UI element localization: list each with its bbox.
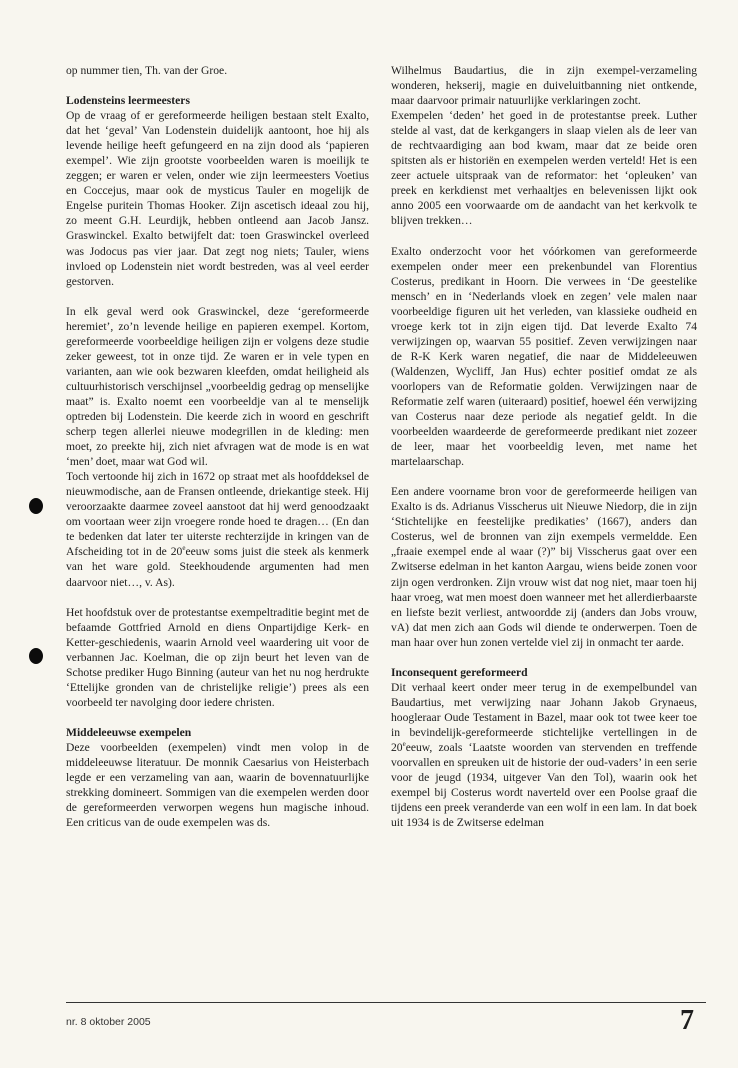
left-paragraph-4: Het hoofdstuk over de protestantse exempeltraditie begint met de befaamde Gottfried Arnold en diens Onpartijdige Kerk- en Ketter-geschiedenis, waarin Arnold veel waardering uit voor de verbannen Jac. Koelman, die op zijn beurt het leven van de Schotse prediker Hugo Binning (auteur van het nu nog herdrukte ‘Ettelijke gronden van de christelijke religie’) prees als een voorbeeld ter navolging door iedere christen. [66,605,369,709]
left-paragraph-0: op nummer tien, Th. van der Groe. [66,64,228,77]
footer-issue: nr. 8 oktober 2005 [66,1016,151,1028]
right-paragraph-4 [391,680,697,830]
heading-lodensteins-leermeesters: Lodensteins leermeesters [66,94,190,108]
heading-middeleeuwse-exempelen: Middeleeuwse exempelen [66,725,192,739]
page-number: 7 [680,1005,694,1036]
superscript-e: e [402,740,406,749]
right-column [391,63,697,830]
left-paragraph-5: Deze voorbeelden (exempelen) vindt men volop in de middeleeuwse literatuur. De monnik Caesarius von Heisterbach legde er een verzameling van aan, waarin de bovennatuurlijke strekking domineert. Sommigen van die exempelen werden door de gereformeerden verworpen wegens hun magische inhoud. Een criticus van de oude exempelen was ds. [66,740,369,830]
superscript-e: e [182,544,186,553]
left-paragraph-3 [66,469,369,589]
right-paragraph-3: Een andere voorname bron voor de gereformeerde heiligen van Exalto is ds. Adrianus Visscherus uit Nieuwe Niedorp, die in zijn ‘Stichtelijke en feestelijke predikaties’ (1667), anders dan Costerus, wel de bronnen van zijn exempels vermeldde. Een „fraaie exempel ende al waar (?)” bij Visscherus gaat over een Zwitserse edelman in het kanton Aargau, wiens beide zonen voor zijn ogen verdronken. Zijn vrouw wist dat nog niet, maar toen hij haar vroeg, wat men moest doen wanneer met het allerdierbaarste en liefste bezit verliest, antwoordde zij (anders dan Jobs vrouw, vA) dat men zich aan Gods wil diende te onderwerpen. Toen de man haar over hun zonen vertelde viel zij in onmacht ter aarde. [391,485,697,649]
left-paragraph-1: Op de vraag of er gereformeerde heiligen bestaan stelt Exalto, dat het ‘geval’ Van Lodenstein duidelijk aantoont, hoe hij als levende heilige heeft gefungeerd en na zijn dood als ‘papieren exempel’. Wie zijn grootste voorbeelden waren is moeilijk te zeggen; er waren er velen, onder wie zijn leermeesters Voetius en Coccejus, maar ook de mysticus Tauler en mogelijk de Engelse puritein Thomas Hooker. Zijn ascetisch ideaal zou hij, zo meent G.H. Leurdijk, hebben ontleend aan Jacob Jansz. Graswinckel. Exalto betwijfelt dat: toen Graswinckel overleed was Jodocus pas vier jaar. Dat zegt nog niets; Tauler, wiens invloed op Lodenstein niet wordt bestreden, was al veel eerder gestorven. [66,109,369,288]
footer-rule [66,1002,706,1003]
right-paragraph-0: Wilhelmus Baudartius, die in zijn exempel-verzameling wonderen, hekserij, magie en duiveluitbanning niet ontkende, maar daarvoor primair natuurlijke verklaringen zocht. [391,64,697,108]
left-column [66,63,369,830]
right-paragraph-2: Exalto onderzocht voor het vóórkomen van gereformeerde exempelen onder meer een prekenbundel van Florentius Costerus, predikant in Hoorn. Die verwees in ‘De geestelike mensch’ en in ‘Nederlands vloek en zegen’ vele malen naar voorbeeldige figuren uit het verleden, van klassieke oudheid en vroege kerk tot in zijn eigen tijd. Dat leverde Exalto 74 verwijzingen op, waarvan 55 positief. Zeven verwijzingen naar de R-K Kerk waren negatief, die naar de Middeleeuwen (Waldenzen, Wycliff, Jan Hus) echter positief omdat ze als voorlopers van de Reformatie golden. Verwijzingen naar de Reformatie zelf waren (uiteraard) positief, hoewel één verwijzing van Costerus naar deze periode als negatief geldt. In die voorbeelden waardeerde de gereformeerde predikant niet zozeer de leer, maar het voorbeeldig leven, met name het martelaarschap. [391,244,697,469]
right-paragraph-4a: Dit verhaal keert onder meer terug in de exempelbundel van Baudartius, met verwijzing naar Johann Jakob Grynaeus, hoogleraar Oude Testament in Bazel, maar ook tot twee keer toe in bevindelijk-gereformeerde stichtelijke vertellingen in de 20 [391,680,697,754]
binding-hole-top [29,498,43,514]
left-paragraph-3a: Toch vertoonde hij zich in 1672 op straat met als hoofddeksel de nieuwmodische, aan de Fransen ontleende, driekantige steek. Hij veroorzaakte daarmee zoveel aanstoot dat hij werd genoodzaakt om voortaan weer zijn vroegere ronde hoed te dragen… (En dan te bedenken dat later ter uiterste rechterzijde in kringen van de Afscheiding tot in de 20 [66,470,369,559]
right-paragraph-4b: eeuw, zoals ‘Laatste woorden van stervenden en treffende voorvallen en spreuken uit de historie der oud-vaders’ in een serie voor de jeugd (1934, uitgever Van den Tol), waarin ook het exempel bij Costerus wordt naverteld over een Poolse graaf die tijdens een preek veranderde van een wolf in een lam. In dat boek uit 1934 is de Zwitserse edelman [391,740,697,830]
right-paragraph-1: Exempelen ‘deden’ het goed in de protestantse preek. Luther stelde al vast, dat de kerkgangers in slaap vielen als de leer van de rechtvaardiging aan bod kwam, maar dat ze beide oren spitsten als er historiën en exempelen werden verteld! Het is een zeer actuele uitspraak van de reformator: het ‘opleuken’ van preek en kerkdienst met verhaaltjes en belevenissen lijkt ook anno 2005 een voorwaarde om de aandacht van het kerkvolk te blijven trekken… [391,109,697,228]
binding-hole-bottom [29,648,43,664]
left-paragraph-3b: eeuw soms juist die steek als kenmerk van het ware gold. Steekhoudende argumenten had men daarvoor niet…, v. As). [66,545,369,589]
heading-inconsequent-gereformeerd: Inconsequent gereformeerd [391,665,528,679]
left-paragraph-2: In elk geval werd ook Graswinckel, deze ‘gereformeerde heremiet’, zo’n levende heilige en papieren exempel. Kortom, gereformeerde voorbeeldige heiligen zijn er volgens deze studie zeker geweest, tot in onze tijd. Ze waren er in vele typen en varianten, aan wie ook bezwaren kleefden, omdat heiligheid als cultuurhistorisch verschijnsel „voorbeeldig gedrag op menselijke maat” is. Exalto noemt een voorbeeldje van al te menselijk optreden bij Lodenstein. Die keerde zich in woord en geschrift scherp tegen allerlei nieuwe modegrillen in de kleding: men moet, zo preekte hij, zich niet afvragen wat de mode is en wat ‘men’ doet, maar wat God wil. [66,304,369,469]
